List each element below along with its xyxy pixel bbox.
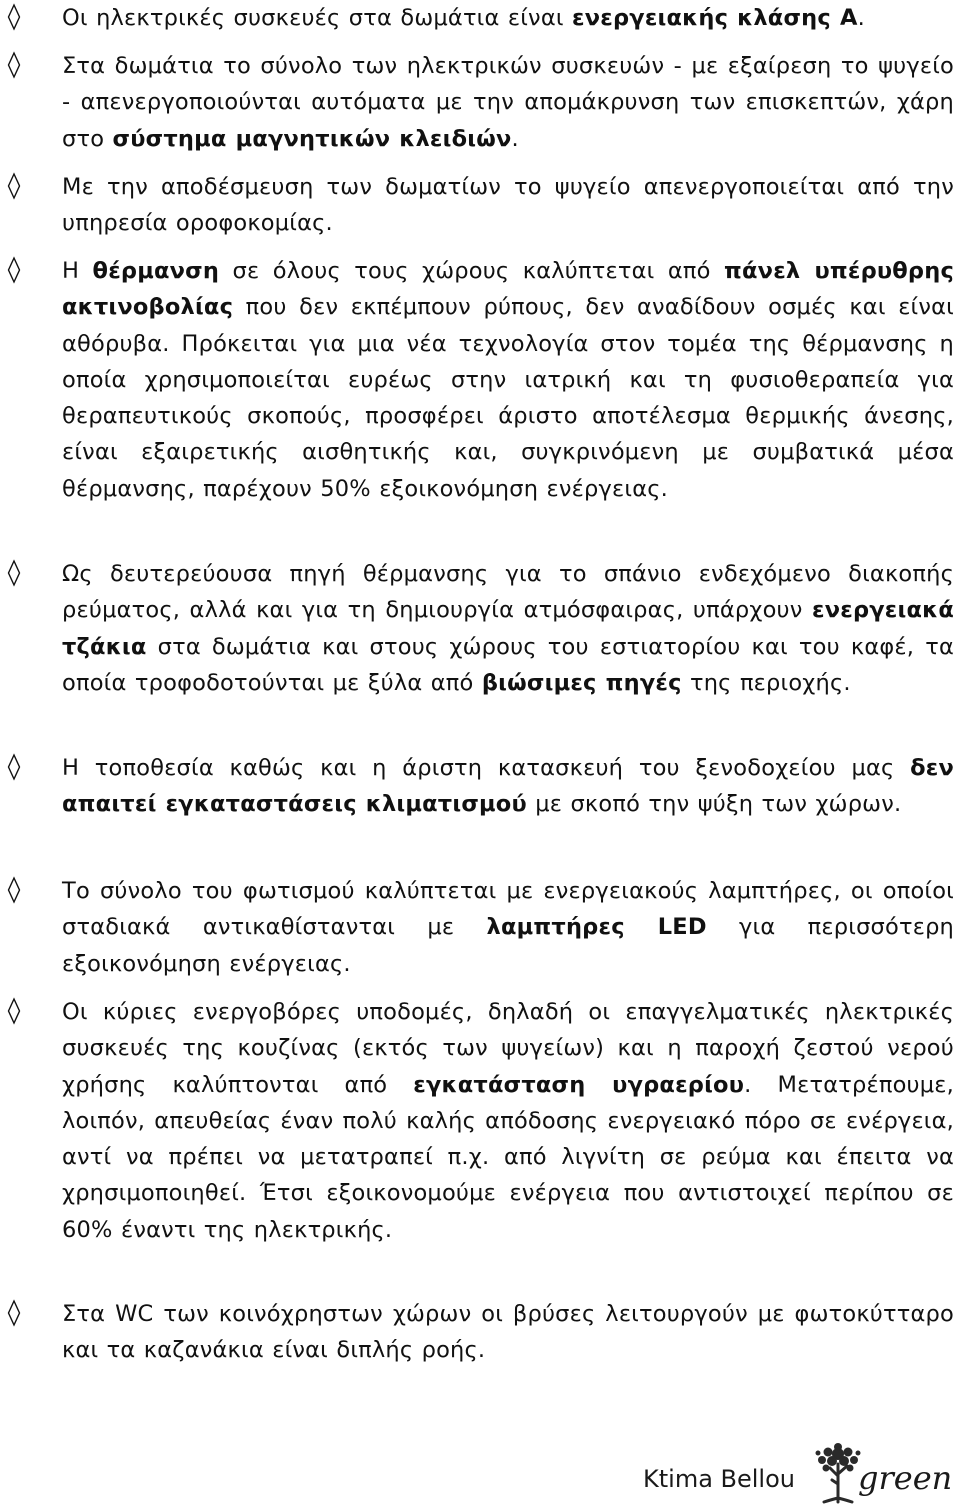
diamond-bullet-icon bbox=[6, 556, 22, 592]
bold-phrase: εγκατάσταση υγραερίου bbox=[413, 1071, 745, 1098]
bullet-text bbox=[62, 5, 865, 31]
bold-phrase: πάνελ υπέρυθρης ακτινοβολίας bbox=[62, 258, 954, 321]
text-run: σε όλους τους χώρους καλύπτεται από bbox=[219, 258, 725, 284]
footer-brand-name: Ktima Bellou bbox=[643, 1465, 795, 1493]
text-run: Το σύνολο του φωτισμού καλύπτεται με ενεργειακούς λαμπτήρες, οι οποίοι σταδιακά αντικαθίστανται με bbox=[62, 878, 954, 941]
diamond-bullet-icon bbox=[6, 873, 22, 909]
bullet-item bbox=[0, 169, 960, 242]
text-run: Στα WC των κοινόχρηστων χώρων οι βρύσες λειτουργούν με φωτοκύτταρο και τα καζανάκια είναι διπλής ροής. bbox=[62, 1301, 954, 1364]
text-run: της περιοχής. bbox=[681, 669, 851, 696]
diamond-bullet-icon bbox=[6, 48, 22, 84]
bullet-text bbox=[62, 561, 954, 696]
bold-phrase: θέρμανση bbox=[92, 258, 220, 284]
text-run: Με την αποδέσμευση των δωματίων το ψυγείο απενεργοποιείται από την υπηρεσία οροφοκομίας. bbox=[62, 174, 954, 237]
bullet-text bbox=[62, 174, 954, 236]
footer-brand bbox=[640, 1440, 960, 1507]
text-run: . bbox=[511, 125, 519, 152]
bold-phrase: βιώσιμες πηγές bbox=[481, 669, 682, 696]
bullet-text bbox=[62, 755, 954, 817]
diamond-bullet-icon bbox=[6, 1296, 22, 1332]
bold-phrase: ενεργειακά τζάκια bbox=[62, 597, 954, 660]
bold-phrase: ενεργειακής κλάσης Α bbox=[572, 5, 858, 31]
text-run: που δεν εκπέμπουν ρύπους, δεν αναδίδουν οσμές και είναι αθόρυβα. Πρόκειται για μια νέα τεχνολογία στον τομέα της θέρμανσης η οποία χρησιμοποιείται ευρέως στην ιατρική και τη φυσιοθεραπεία για θεραπευτικούς σκοπούς, προσφέρει άριστο αποτέλεσμα θερμικής άνεσης, είναι εξαιρετικής αισθητικής και, συγκρινόμενη με συμβατικά μέσα θέρμανσης, παρέχουν 50% εξοικονόμηση ενέργειας. bbox=[62, 294, 954, 502]
bullet-text bbox=[62, 53, 954, 152]
bullet-text bbox=[62, 999, 954, 1243]
text-run: . bbox=[857, 5, 865, 31]
text-run: Οι κύριες ενεργοβόρες υποδομές, δηλαδή οι επαγγελματικές ηλεκτρικές συσκευές της κουζίνας (εκτός των ψυγείων) και η παροχή ζεστού νερού χρήσης καλύπτονται από bbox=[62, 999, 954, 1098]
bullet-item bbox=[0, 253, 960, 507]
bullet-text bbox=[62, 878, 954, 977]
bullet-item bbox=[0, 994, 960, 1248]
bullet-text bbox=[62, 1301, 954, 1363]
bullet-item bbox=[0, 750, 960, 823]
text-run: στα δωμάτια και στους χώρους του εστιατορίου και του καφέ, τα οποία τροφοδοτούνται με ξύλα από bbox=[62, 633, 954, 696]
bullet-item bbox=[0, 873, 960, 982]
footer-logo-word: green bbox=[858, 1459, 953, 1497]
text-run: Στα δωμάτια το σύνολο των ηλεκτρικών συσκευών - με εξαίρεση το ψυγείο - απενεργοποιούνται αυτόματα με την απομάκρυνση των επισκεπτών, χάρη στο bbox=[62, 53, 954, 152]
diamond-bullet-icon bbox=[6, 750, 22, 786]
text-run: Η bbox=[62, 258, 93, 284]
diamond-bullet-icon bbox=[6, 0, 22, 36]
bullet-item bbox=[0, 48, 960, 157]
text-run: Οι ηλεκτρικές συσκευές στα δωμάτια είναι bbox=[62, 5, 573, 31]
bullet-item bbox=[0, 556, 960, 701]
text-run: Ως δευτερεύουσα πηγή θέρμανσης για το σπάνιο ενδεχόμενο διακοπής ρεύματος, αλλά και για τη δημιουργία ατμόσφαιρας, υπάρχουν bbox=[62, 561, 954, 624]
text-run: με σκοπό την ψύξη των χώρων. bbox=[526, 791, 902, 818]
bullet-item bbox=[0, 1296, 960, 1369]
bold-phrase: λαμπτήρες LED bbox=[486, 914, 707, 941]
diamond-bullet-icon bbox=[6, 169, 22, 205]
bold-phrase: δεν απαιτεί εγκαταστάσεις κλιματισμού bbox=[62, 755, 954, 818]
bold-phrase: σύστημα μαγνητικών κλειδιών bbox=[112, 125, 512, 152]
bullet-text bbox=[62, 258, 954, 502]
text-run: . Μετατρέπουμε, λοιπόν, απευθείας έναν πολύ καλής απόδοσης ενεργειακό πόρο σε ενέργεια, αντί να πρέπει να μετατραπεί π.χ. από λιγνίτη σε ρεύμα και έπειτα να χρησιμοποιηθεί. Έτσι εξοικονομούμε ενέργεια που αντιστοιχεί περίπου σε 60% έναντι της ηλεκτρικής. bbox=[62, 1071, 954, 1243]
bullet-item bbox=[0, 0, 960, 36]
diamond-bullet-icon bbox=[6, 253, 22, 289]
text-run: Η τοποθεσία καθώς και η άριστη κατασκευή του ξενοδοχείου μας bbox=[62, 755, 911, 781]
text-run: για περισσότερη εξοικονόμηση ενέργειας. bbox=[62, 914, 955, 977]
diamond-bullet-icon bbox=[6, 994, 22, 1030]
